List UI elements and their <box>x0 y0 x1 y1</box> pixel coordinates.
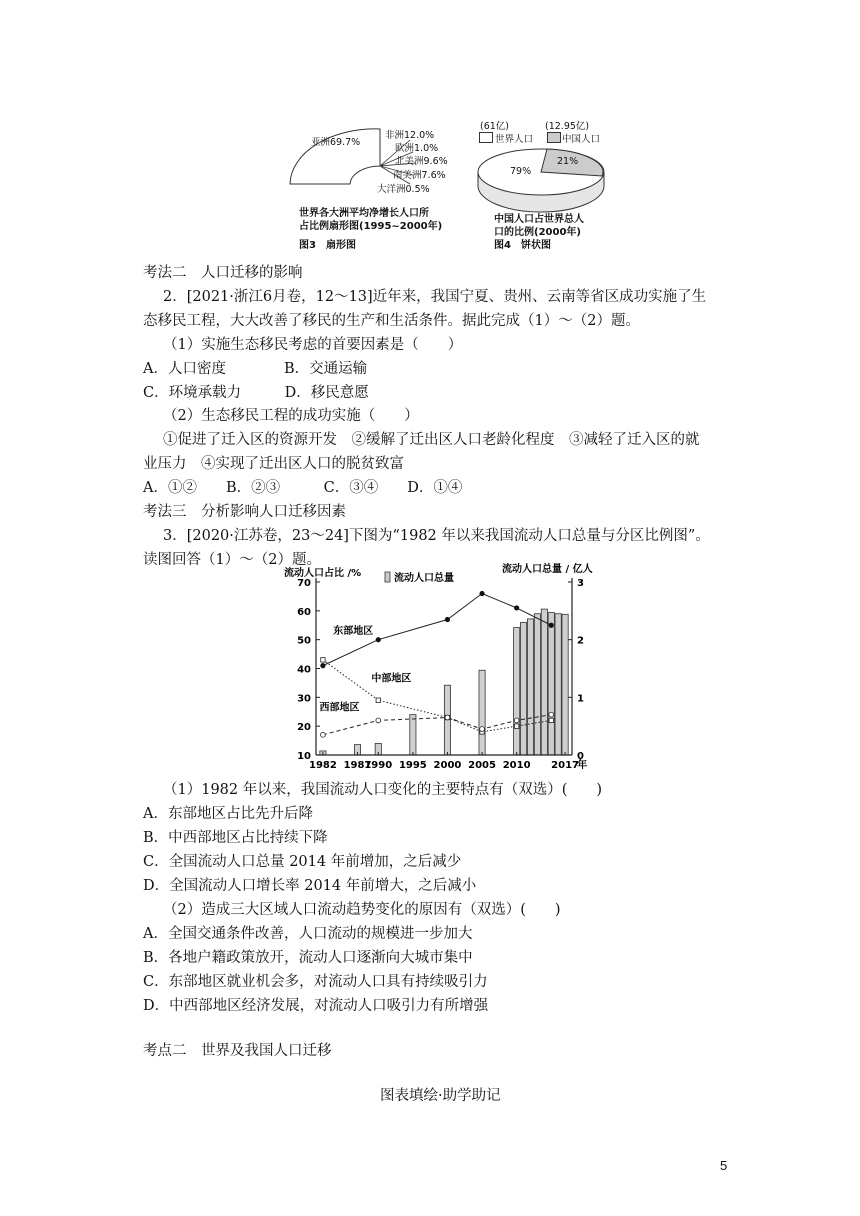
series-label-中部地区: 中部地区 <box>371 673 412 685</box>
x-tick-label: 1995 <box>398 760 427 771</box>
fan-label-south-america: 南美洲7.6% <box>393 170 446 181</box>
bar-total-1995 <box>410 715 416 755</box>
point-西部地区-1982 <box>321 732 326 737</box>
right-tick-label: 1 <box>577 693 584 705</box>
question-2-2-statements-line2: 业压力 ④实现了迁出区人口的脱贫致富 <box>143 456 404 472</box>
x-tick-label: 1990 <box>364 760 393 771</box>
fan-caption-line1: 世界各大洲平均净增长人口所 <box>299 208 429 219</box>
question-2-2-options: A．①② B．②③ C．③④ D．①④ <box>143 480 463 496</box>
bar-total-2016 <box>555 614 561 755</box>
question-2-stem-line1: 2．[2021·浙江6月卷，12～13]近年来，我国宁夏、贵州、云南等省区成功实施了生 <box>163 289 707 305</box>
pie-caption-line2: 口的比例(2000年) <box>494 227 581 238</box>
point-东部地区-1990 <box>376 637 381 642</box>
fan-label-oceania: 大洋洲0.5% <box>377 184 430 195</box>
question-3-2: （2）造成三大区域人口流动趋势变化的原因有（双选）( ) <box>163 902 561 918</box>
question-3-2-option-b: B．各地户籍政策放开，流动人口逐渐向大城市集中 <box>143 950 473 966</box>
left-tick-label: 50 <box>297 635 311 647</box>
pie-pct-china: 21% <box>557 156 579 167</box>
chart-legend-label: 流动人口总量 <box>394 573 454 584</box>
question-2-1-options-cd: C．环境承载力 D．移民意愿 <box>143 385 369 401</box>
point-中部地区-2015 <box>549 718 553 722</box>
left-tick-label: 60 <box>297 606 311 618</box>
fan-label-north-america: 北美洲9.6% <box>395 156 448 167</box>
point-东部地区-2000 <box>445 617 450 622</box>
right-tick-label: 0 <box>577 751 584 762</box>
fan-figure-label: 图3 扇形图 <box>299 240 356 251</box>
question-2-1: （1）实施生态移民考虑的首要因素是（ ） <box>163 337 463 353</box>
fan-label-africa: 非洲12.0% <box>385 130 435 141</box>
point-东部地区-2015 <box>549 623 554 628</box>
point-东部地区-2005 <box>479 591 484 596</box>
left-tick-label: 10 <box>297 751 311 762</box>
left-tick-label: 70 <box>297 578 311 589</box>
point-中部地区-1990 <box>376 698 380 702</box>
section-subtitle: 图表填绘·助学助记 <box>380 1088 501 1104</box>
fan-label-europe: 欧洲1.0% <box>395 143 439 154</box>
right-tick-label: 3 <box>577 578 584 589</box>
point-西部地区-2010 <box>514 718 519 723</box>
bar-total-2015 <box>548 613 554 755</box>
left-tick-label: 30 <box>297 693 311 705</box>
question-2-stem-line2: 态移民工程，大大改善了移民的生产和生活条件。据此完成（1）～（2）题。 <box>143 313 640 329</box>
x-tick-label: 2017 <box>551 760 580 771</box>
question-2-2: （2）生态移民工程的成功实施（ ） <box>163 408 419 424</box>
page-number: 5 <box>720 1158 728 1173</box>
fan-caption-line2: 占比例扇形图(1995~2000年) <box>299 221 443 232</box>
pie-chart-graphic <box>470 146 620 216</box>
point-西部地区-1990 <box>376 718 381 723</box>
migration-chart <box>280 560 640 772</box>
bar-total-2010 <box>514 628 520 755</box>
question-3-1-option-c: C．全国流动人口总量 2014 年前增加，之后减少 <box>143 854 462 870</box>
pie-pct-world: 79% <box>510 166 532 177</box>
x-tick-label: 1987 <box>343 760 372 771</box>
x-tick-label: 2000 <box>433 760 462 771</box>
chart-legend-swatch <box>385 572 390 582</box>
pie-caption-line1: 中国人口占世界总人 <box>494 214 584 225</box>
point-西部地区-2015 <box>549 712 554 717</box>
pie-china-value: (12.95亿) <box>545 121 590 132</box>
bar-total-2012 <box>527 619 533 755</box>
question-3-2-option-c: C．东部地区就业机会多，对流动人口具有持续吸引力 <box>143 974 488 990</box>
bar-total-2013 <box>534 614 540 755</box>
x-tick-label: 2010 <box>502 760 531 771</box>
question-3-2-option-a: A．全国交通条件改善，人口流动的规模进一步加大 <box>143 926 473 942</box>
question-3-1: （1）1982 年以来，我国流动人口变化的主要特点有（双选）( ) <box>163 782 603 798</box>
legend-swatch-china <box>547 132 561 143</box>
chart-right-axis-label: 流动人口总量 / 亿人 <box>502 564 593 575</box>
bar-total-2014 <box>541 609 547 755</box>
fan-label-asia: 亚洲69.7% <box>311 137 361 148</box>
section-heading-method-3: 考法三 分析影响人口迁移因素 <box>143 504 346 520</box>
section-heading-point-2: 考点二 世界及我国人口迁移 <box>143 1043 332 1059</box>
right-tick-label: 2 <box>577 635 584 647</box>
question-3-1-option-b: B．中西部地区占比持续下降 <box>143 830 328 846</box>
pie-legend-world: 世界人口 <box>495 134 534 145</box>
x-axis-unit: 年 <box>577 760 588 771</box>
x-tick-label: 1982 <box>308 760 337 771</box>
question-3-1-option-d: D．全国流动人口增长率 2014 年前增大，之后减小 <box>143 878 477 894</box>
question-2-1-options-ab: A．人口密度 B．交通运输 <box>143 361 368 377</box>
question-3-2-option-d: D．中西部地区经济发展，对流动人口吸引力有所增强 <box>143 998 489 1014</box>
pie-legend-china: 中国人口 <box>562 134 601 145</box>
series-label-东部地区: 东部地区 <box>333 625 374 637</box>
bar-total-2017 <box>562 614 568 755</box>
question-3-stem-line2: 读图回答（1）～（2）题。 <box>143 552 321 568</box>
point-中部地区-2010 <box>514 724 518 728</box>
point-东部地区-2010 <box>514 605 519 610</box>
left-tick-label: 40 <box>297 664 311 676</box>
x-tick-label: 2005 <box>468 760 496 771</box>
figure-4-pie-chart <box>470 118 620 253</box>
figure-3-fan-chart <box>285 118 465 253</box>
bar-total-2011 <box>520 622 526 755</box>
point-西部地区-2000 <box>445 715 450 720</box>
pie-figure-label: 图4 饼状图 <box>494 240 551 251</box>
question-3-stem-line1: 3．[2020·江苏卷，23～24]下图为“1982 年以来我国流动人口总量与分区比例图”。 <box>163 528 710 544</box>
legend-swatch-world <box>479 132 493 143</box>
section-heading-method-2: 考法二 人口迁移的影响 <box>143 265 303 281</box>
point-中部地区-1982 <box>321 658 325 662</box>
series-label-西部地区: 西部地区 <box>319 702 360 714</box>
bar-total-2005 <box>479 670 485 755</box>
question-2-2-statements-line1: ①促进了迁入区的资源开发 ②缓解了迁出区人口老龄化程度 ③减轻了迁入区的就 <box>163 432 700 448</box>
left-tick-label: 20 <box>297 722 311 734</box>
question-3-1-option-a: A．东部地区占比先升后降 <box>143 806 313 822</box>
point-西部地区-2005 <box>480 727 485 732</box>
pie-world-value: (61亿) <box>480 121 510 132</box>
point-东部地区-1982 <box>320 663 325 668</box>
chart-left-axis-label: 流动人口占比 /% <box>284 568 362 579</box>
